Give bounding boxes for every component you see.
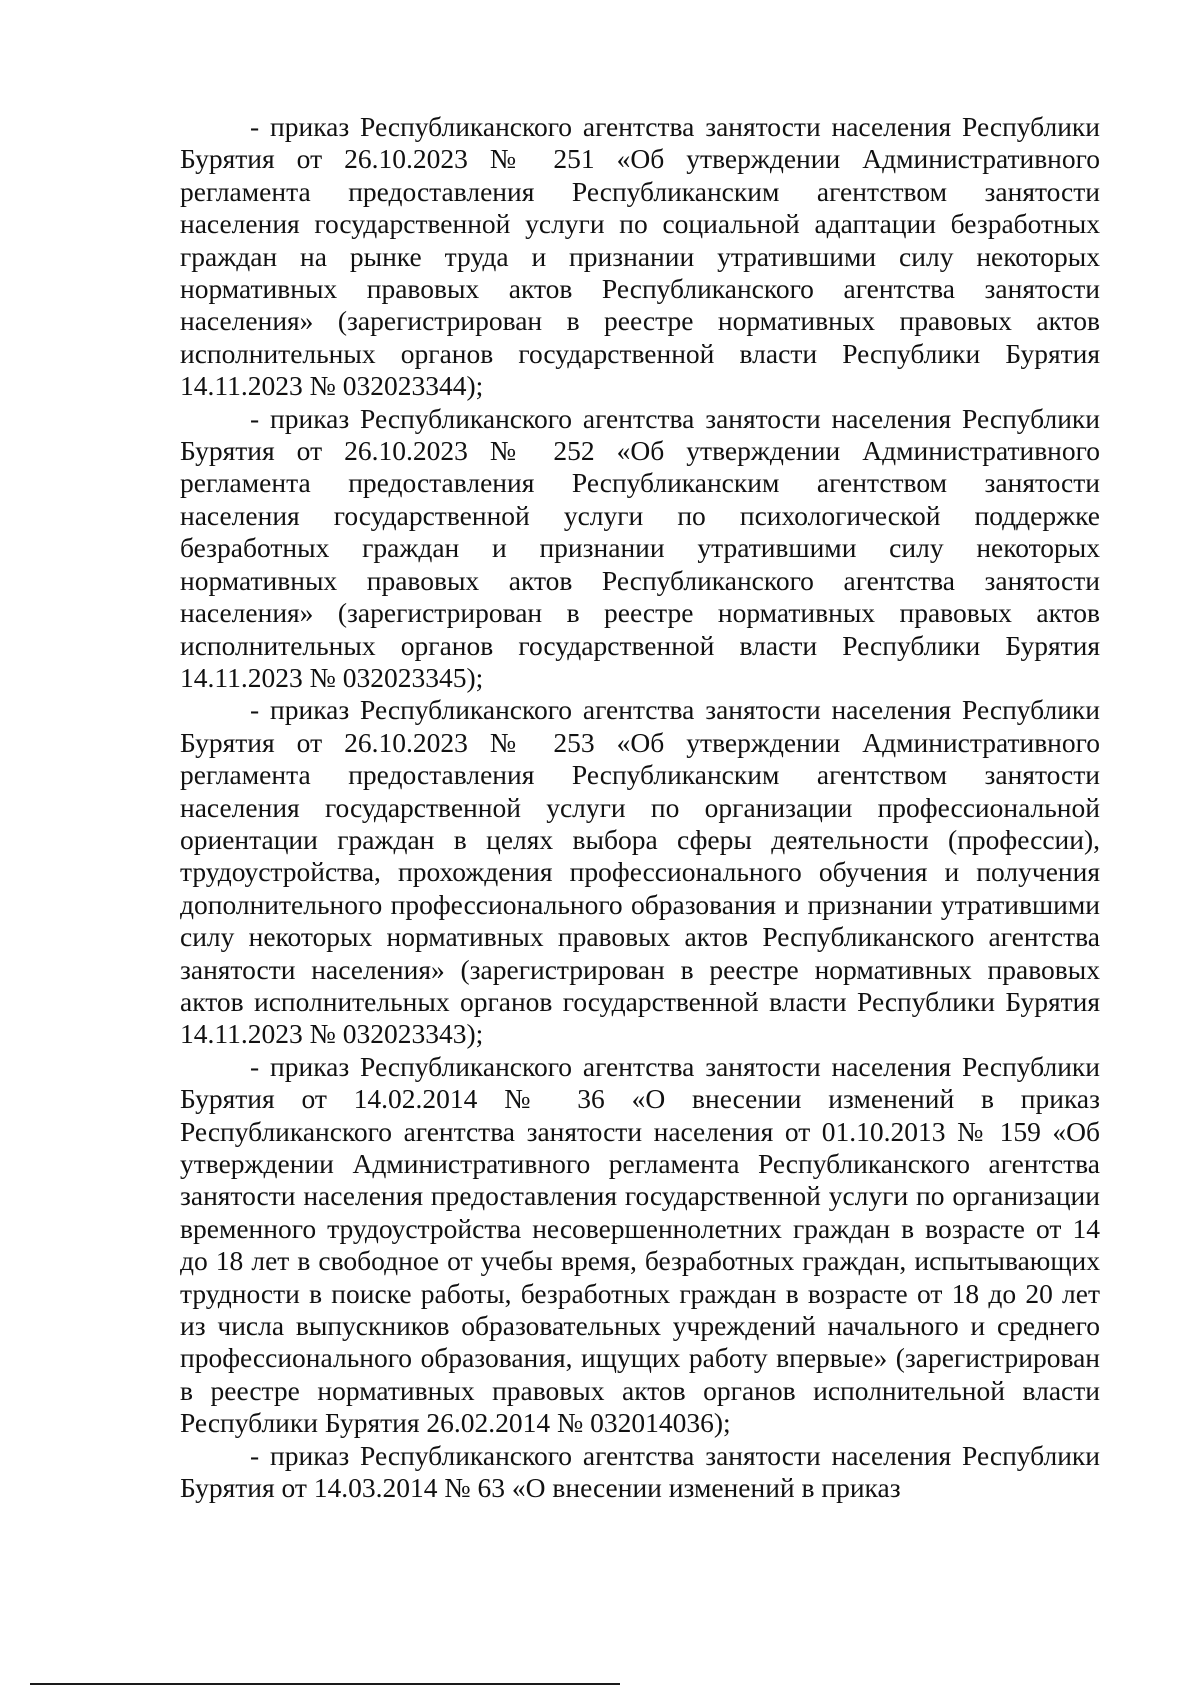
document-body (180, 111, 1100, 1504)
list-item: - приказ Республиканского агентства занятости населения Республики Бурятия от 26.10.2023 № 252 «Об утверждении Административного регламента предоставления Республиканским агентством занятости населения государственной услуги по психологической поддержке безработных граждан и признании утратившими силу некоторых нормативных правовых актов Республиканского агентства занятости населения» (зарегистрирован в реестре нормативных правовых актов исполнительных органов государственной власти Республики Бурятия 14.11.2023 № 032023345); (180, 402, 1100, 693)
list-item: - приказ Республиканского агентства занятости населения Республики Бурятия от 26.10.2023 № 253 «Об утверждении Административного регламента предоставления Республиканским агентством занятости населения государственной услуги по организации профессиональной ориентации граждан в целях выбора сферы деятельности (профессии), трудоустройства, прохождения профессионального обучения и получения дополнительного профессионального образования и признании утратившими силу некоторых нормативных правовых актов Республиканского агентства занятости населения» (зарегистрирован в реестре нормативных правовых актов исполнительных органов государственной власти Республики Бурятия 14.11.2023 № 032023343); (180, 694, 1100, 1050)
list-item: - приказ Республиканского агентства занятости населения Республики Бурятия от 14.03.2014 № 63 «О внесении изменений в приказ (180, 1439, 1100, 1504)
list-item: - приказ Республиканского агентства занятости населения Республики Бурятия от 26.10.2023 № 251 «Об утверждении Административного регламента предоставления Республиканским агентством занятости населения государственной услуги по социальной адаптации безработных граждан на рынке труда и признании утратившими силу некоторых нормативных правовых актов Республиканского агентства занятости населения» (зарегистрирован в реестре нормативных правовых актов исполнительных органов государственной власти Республики Бурятия 14.11.2023 № 032023344); (180, 111, 1100, 402)
footer-divider (30, 1683, 620, 1685)
list-item: - приказ Республиканского агентства занятости населения Республики Бурятия от 14.02.2014 № 36 «О внесении изменений в приказ Республиканского агентства занятости населения от 01.10.2013 № 159 «Об утверждении Административного регламента Республиканского агентства занятости населения предоставления государственной услуги по организации временного трудоустройства несовершеннолетних граждан в возрасте от 14 до 18 лет в свободное от учебы время, безработных граждан, испытывающих трудности в поиске работы, безработных граждан в возрасте от 18 до 20 лет из числа выпускников образовательных учреждений начального и среднего профессионального образования, ищущих работу впервые» (зарегистрирован в реестре нормативных правовых актов органов исполнительной власти Республики Бурятия 26.02.2014 № 032014036); (180, 1050, 1100, 1439)
